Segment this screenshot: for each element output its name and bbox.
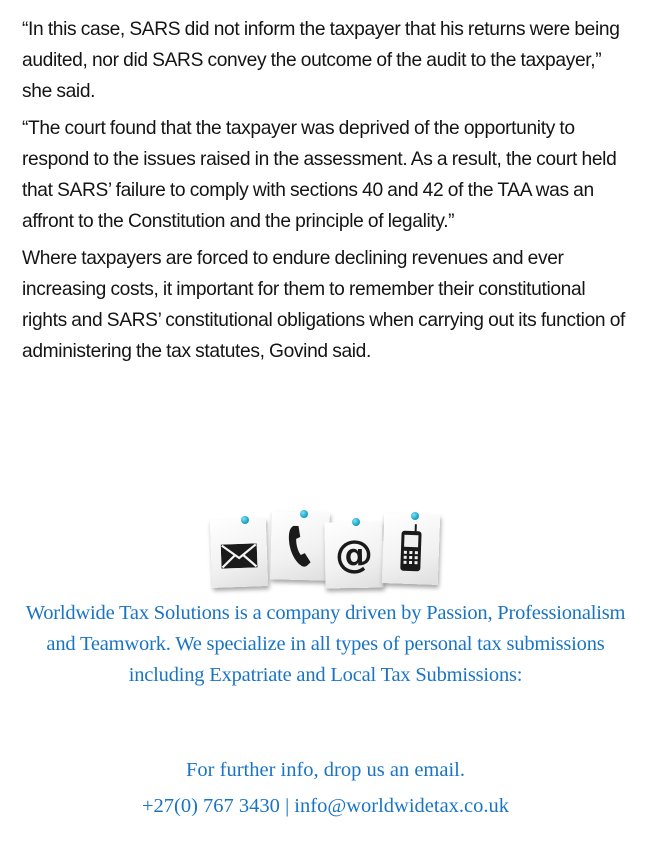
phone-number: +27(0) 767 3430: [141, 795, 280, 817]
pushpin-icon: [300, 510, 308, 518]
contact-line: [0, 788, 651, 824]
contact-block: [0, 752, 651, 824]
promo-text: Worldwide Tax Solutions is a company driven by Passion, Professionalism and Teamwork. We specialize in all types of personal tax submissions including Expatriate and Local Tax Submissions:: [25, 602, 626, 686]
pushpin-icon: [241, 516, 249, 524]
pushpin-icon: [352, 518, 360, 526]
article-body: [22, 14, 634, 373]
article-paragraph: “In this case, SARS did not inform the taxpayer that his returns were being audited, nor did SARS convey the outcome of the audit to the taxpayer,” she said.: [22, 19, 620, 102]
at-sign-note: [324, 521, 383, 588]
pushpin-icon: [411, 512, 419, 520]
envelope-icon: [221, 543, 258, 568]
email-link[interactable]: info@worldwidetax.co.uk: [294, 795, 510, 817]
contact-cta: For further info, drop us an email.: [186, 759, 465, 781]
mobile-phone-icon: [399, 524, 423, 573]
article-paragraph: “The court found that the taxpayer was deprived of the opportunity to respond to the issues raised in the assessment. As a result, the court held that SARS’ failure to comply with sections 40 and 42 of the TAA was an affront to the Constitution and the principle of legality.”: [22, 118, 617, 232]
envelope-note: [210, 518, 268, 588]
company-promo: [0, 598, 651, 691]
phone-note: [270, 511, 330, 580]
mobile-phone-note: [382, 513, 440, 585]
at-sign-icon: @: [334, 531, 374, 577]
separator: |: [279, 795, 295, 817]
contact-icons-image: [205, 502, 445, 594]
article-paragraph: Where taxpayers are forced to endure declining revenues and ever increasing costs, it important for them to remember their constitutional rights and SARS’ constitutional obligations when carrying out its function of administering the tax statutes, Govind said.: [22, 248, 626, 362]
phone-icon: [286, 524, 315, 569]
